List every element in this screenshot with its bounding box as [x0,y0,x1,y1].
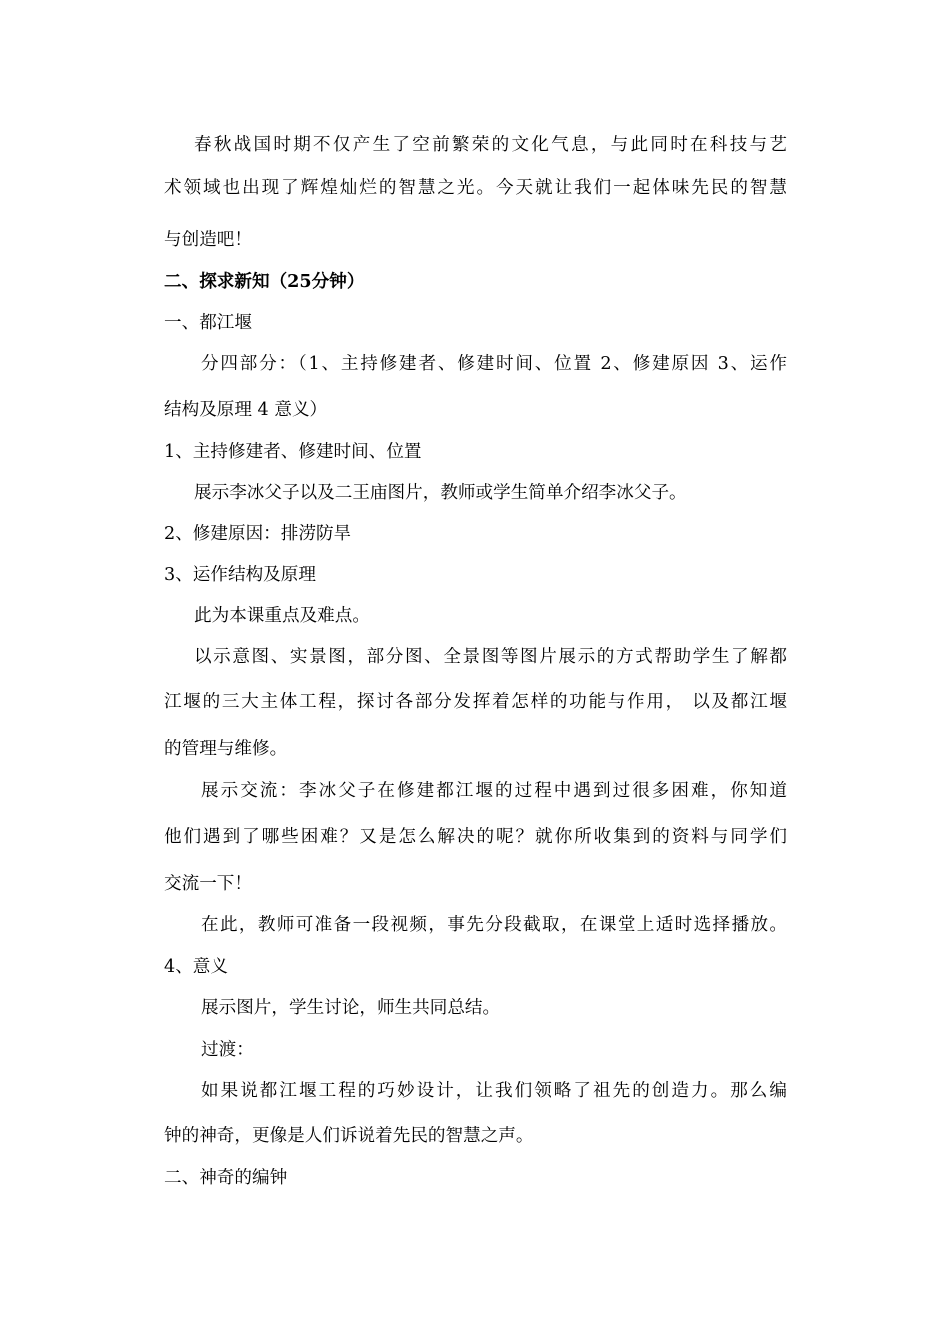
transition-paragraph-line-2: 钟的神奇，更像是人们诉说着先民的智慧之声。 [164,1126,534,1146]
item-3-heading: 3、运作结构及原理 [164,565,316,585]
item-2-heading: 2、修建原因：排涝防旱 [164,524,352,544]
item-3-paragraph-line-2: 江堰的三大主体工程，探讨各部分发挥着怎样的功能与作用， 以及都江堰 [164,692,787,712]
parts-overview-line-2: 结构及原理 4 意义） [164,400,328,420]
parts-overview-line-1: 分四部分：（1、主持修建者、修建时间、位置 2、修建原因 3、运作 [201,354,787,374]
item-3-note: 此为本课重点及难点。 [194,606,370,626]
section-heading-explore: 二、探求新知（25分钟） [164,271,365,292]
item-4-heading: 4、意义 [164,957,228,977]
item-1-heading: 1、主持修建者、修建时间、位置 [164,442,422,462]
video-note: 在此，教师可准备一段视频，事先分段截取，在课堂上适时选择播放。 [201,915,787,935]
item-3-paragraph-line-1: 以示意图、实景图，部分图、全景图等图片展示的方式帮助学生了解都 [194,647,787,667]
transition-paragraph-line-1: 如果说都江堰工程的巧妙设计，让我们领略了祖先的创造力。那么编 [201,1081,787,1101]
transition-label: 过渡： [201,1040,254,1060]
subheading-bianzhong: 二、神奇的编钟 [164,1168,288,1188]
subheading-dujiangyan: 一、都江堰 [164,313,252,333]
item-4-text: 展示图片，学生讨论，师生共同总结。 [201,998,501,1018]
exchange-paragraph-line-2: 他们遇到了哪些困难？又是怎么解决的呢？就你所收集到的资料与同学们 [164,827,787,847]
item-1-text: 展示李冰父子以及二王庙图片，教师或学生简单介绍李冰父子。 [194,483,687,503]
exchange-paragraph-line-1: 展示交流：李冰父子在修建都江堰的过程中遇到过很多困难，你知道 [201,781,787,801]
paragraph-intro-line-3: 与创造吧！ [164,230,252,250]
paragraph-intro-line-1: 春秋战国时期不仅产生了空前繁荣的文化气息，与此同时在科技与艺 [194,135,787,155]
paragraph-intro-line-2: 术领域也出现了辉煌灿烂的智慧之光。今天就让我们一起体味先民的智慧 [164,178,787,198]
item-3-paragraph-line-3: 的管理与维修。 [164,739,288,759]
exchange-paragraph-line-3: 交流一下！ [164,874,252,894]
